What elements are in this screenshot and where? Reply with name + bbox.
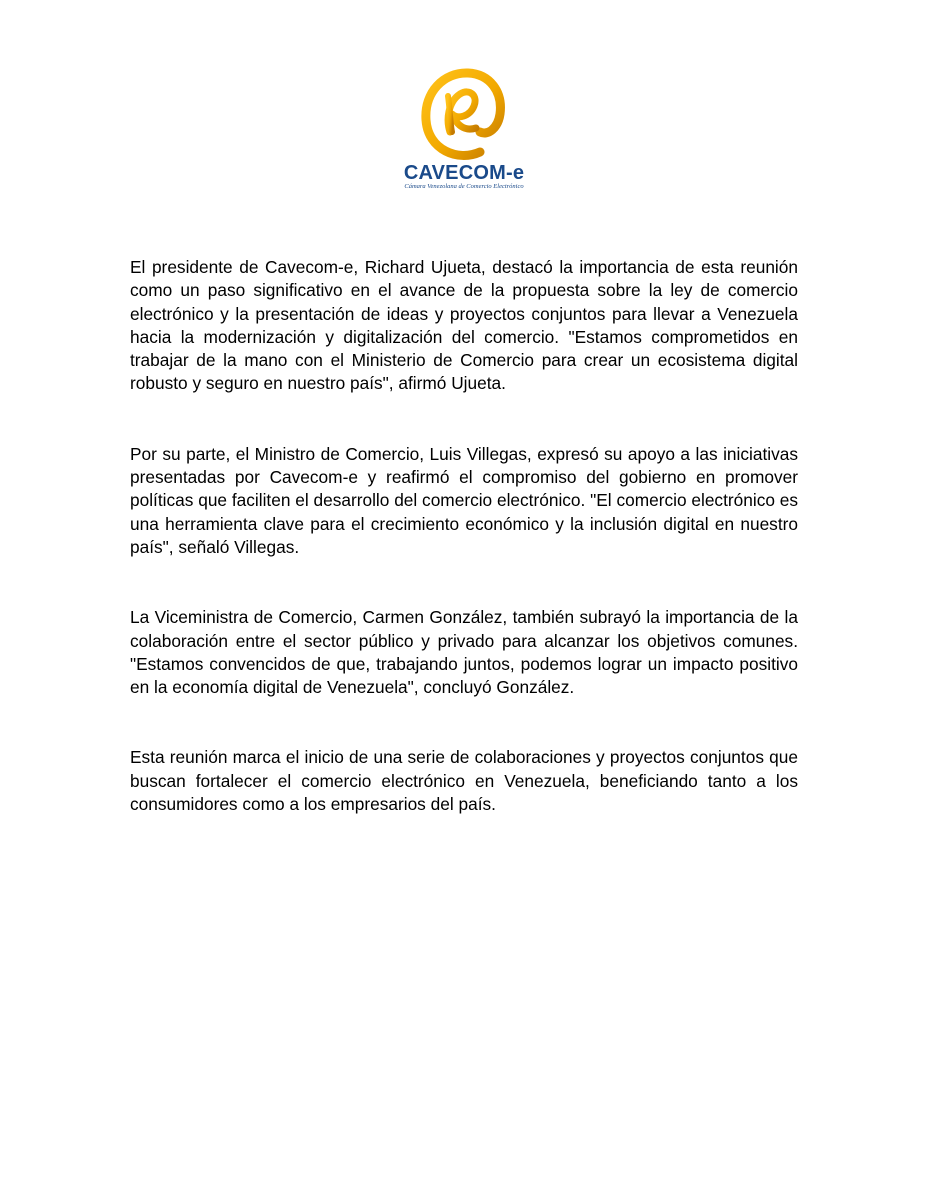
paragraph-conclusion: Esta reunión marca el inicio de una serie de colaboraciones y proyectos conjuntos que buscan fortalecer el comercio electrónico en Venezuela, beneficiando tanto a los consumidores como a los empresarios del país. xyxy=(130,747,798,815)
article-body xyxy=(130,256,798,863)
cavecom-logo xyxy=(398,66,530,196)
at-sign-e-icon xyxy=(420,66,506,162)
paragraph-villegas: Por su parte, el Ministro de Comercio, Luis Villegas, expresó su apoyo a las iniciativas presentadas por Cavecom-e y reafirmó el compromiso del gobierno en promover políticas que faciliten el desarrollo del comercio electrónico. "El comercio electrónico es una herramienta clave para el crecimiento económico y la inclusión digital en nuestro país", señaló Villegas. xyxy=(130,443,798,557)
paragraph-ujueta: El presidente de Cavecom-e, Richard Ujueta, destacó la importancia de esta reunión como un paso significativo en el avance de la propuesta sobre la ley de comercio electrónico y la presentación de ideas y proyectos conjuntos para llevar a Venezuela hacia la modernización y digitalización del comercio. "Estamos comprometidos en trabajar de la mano con el Ministerio de Comercio para crear un ecosistema digital robusto y seguro en nuestro país", afirmó Ujueta. xyxy=(130,257,798,394)
paragraph-gonzalez: La Viceministra de Comercio, Carmen González, también subrayó la importancia de la colaboración entre el sector público y privado para alcanzar los objetivos comunes. "Estamos convencidos de que, trabajando juntos, podemos lograr un impacto positivo en la economía digital de Venezuela", concluyó González. xyxy=(130,607,798,698)
logo-name: CAVECOM-e xyxy=(403,162,525,184)
logo-tagline: Cámara Venezolana de Comercio Electrónico xyxy=(404,183,524,190)
